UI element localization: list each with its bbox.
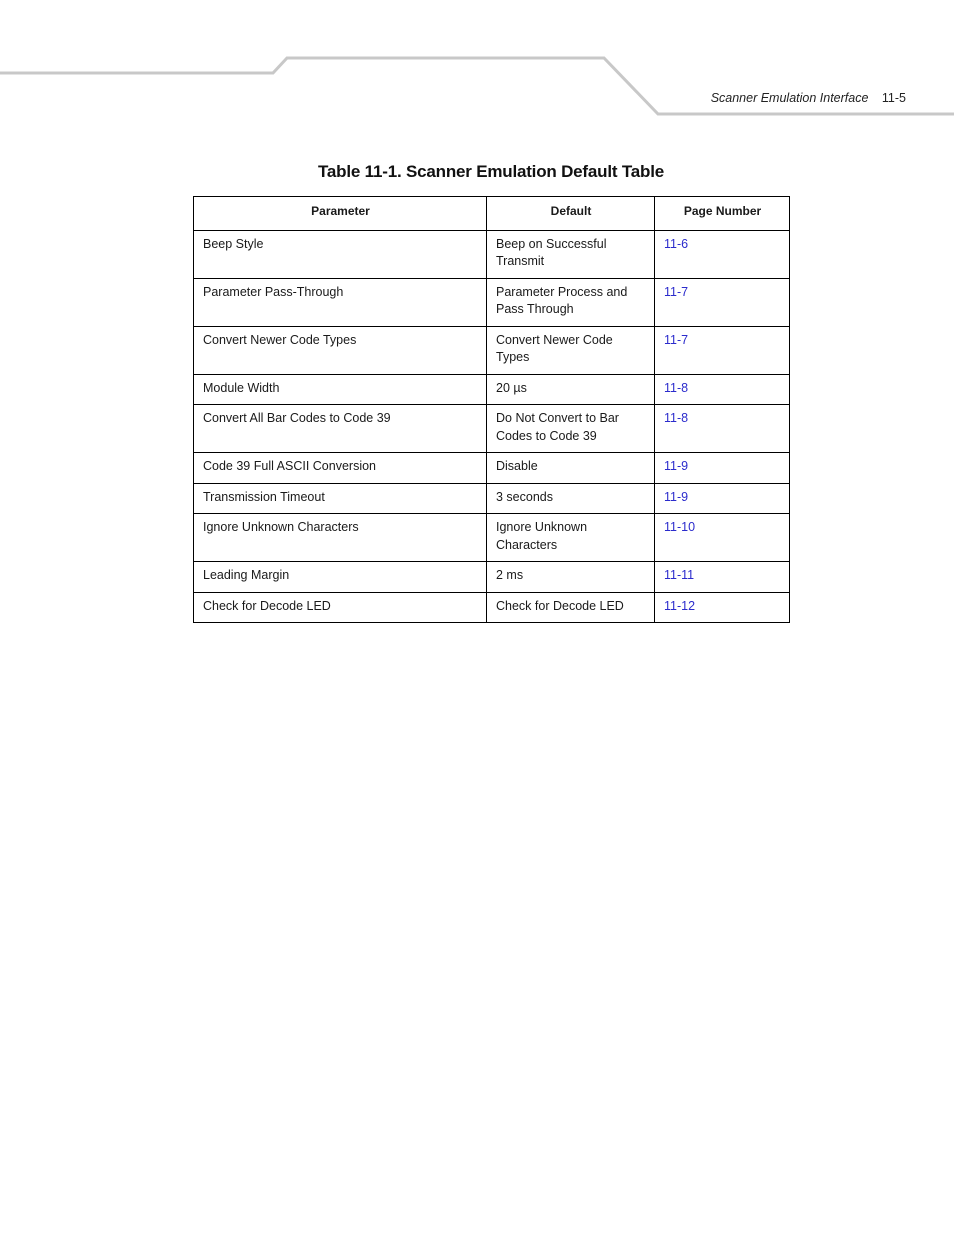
default-cell: 3 seconds [487, 483, 655, 514]
parameter-cell: Check for Decode LED [194, 592, 487, 623]
default-cell: 20 µs [487, 374, 655, 405]
page-cell [655, 326, 790, 374]
table-row [194, 374, 790, 405]
parameter-cell: Leading Margin [194, 562, 487, 593]
page-link[interactable]: 11-8 [664, 380, 689, 395]
default-cell: 2 ms [487, 562, 655, 593]
default-cell: Convert Newer Code Types [487, 326, 655, 374]
parameter-cell: Beep Style [194, 230, 487, 278]
page-link[interactable]: 11-7 [664, 332, 689, 347]
page-cell [655, 514, 790, 562]
table-row [194, 514, 790, 562]
page-cell [655, 405, 790, 453]
page-cell [655, 483, 790, 514]
table-row [194, 278, 790, 326]
table-row [194, 326, 790, 374]
parameter-cell: Transmission Timeout [194, 483, 487, 514]
parameter-cell: Convert Newer Code Types [194, 326, 487, 374]
page-link[interactable]: 11-6 [664, 236, 689, 251]
running-head-section: Scanner Emulation Interface [710, 91, 869, 105]
page-cell [655, 278, 790, 326]
page-cell [655, 374, 790, 405]
column-header-page-number: Page Number [655, 197, 790, 231]
parameter-cell: Code 39 Full ASCII Conversion [194, 453, 487, 484]
column-header-default: Default [487, 197, 655, 231]
default-cell: Beep on Successful Transmit [487, 230, 655, 278]
table-row [194, 405, 790, 453]
page-link[interactable]: 11-10 [664, 520, 696, 534]
page-link[interactable]: 11-12 [664, 598, 696, 613]
column-header-parameter: Parameter [194, 197, 487, 231]
page-cell [655, 562, 790, 593]
parameter-cell: Ignore Unknown Characters [194, 514, 487, 562]
parameter-cell: Convert All Bar Codes to Code 39 [194, 405, 487, 453]
table-row [194, 562, 790, 593]
default-cell: Ignore Unknown Characters [487, 514, 655, 562]
table-row [194, 592, 790, 623]
default-cell: Parameter Process and Pass Through [487, 278, 655, 326]
running-head [711, 91, 906, 105]
scanner-emulation-default-table [193, 196, 790, 623]
parameter-cell: Module Width [194, 374, 487, 405]
parameter-cell: Parameter Pass-Through [194, 278, 487, 326]
table-row [194, 230, 790, 278]
page-link[interactable]: 11-11 [664, 568, 695, 582]
page-link[interactable]: 11-9 [664, 489, 689, 504]
page-link[interactable]: 11-8 [664, 411, 689, 425]
table-row [194, 453, 790, 484]
default-cell: Check for Decode LED [487, 592, 655, 623]
table-header-row [194, 197, 790, 231]
page-link[interactable]: 11-7 [664, 284, 689, 299]
table-title: Table 11-1. Scanner Emulation Default Table [318, 162, 664, 181]
default-cell: Disable [487, 453, 655, 484]
running-head-page-number: 11-5 [881, 91, 906, 105]
default-cell: Do Not Convert to Bar Codes to Code 39 [487, 405, 655, 453]
page-cell [655, 592, 790, 623]
page-cell [655, 230, 790, 278]
table-row [194, 483, 790, 514]
page-link[interactable]: 11-9 [664, 459, 689, 473]
page-cell [655, 453, 790, 484]
